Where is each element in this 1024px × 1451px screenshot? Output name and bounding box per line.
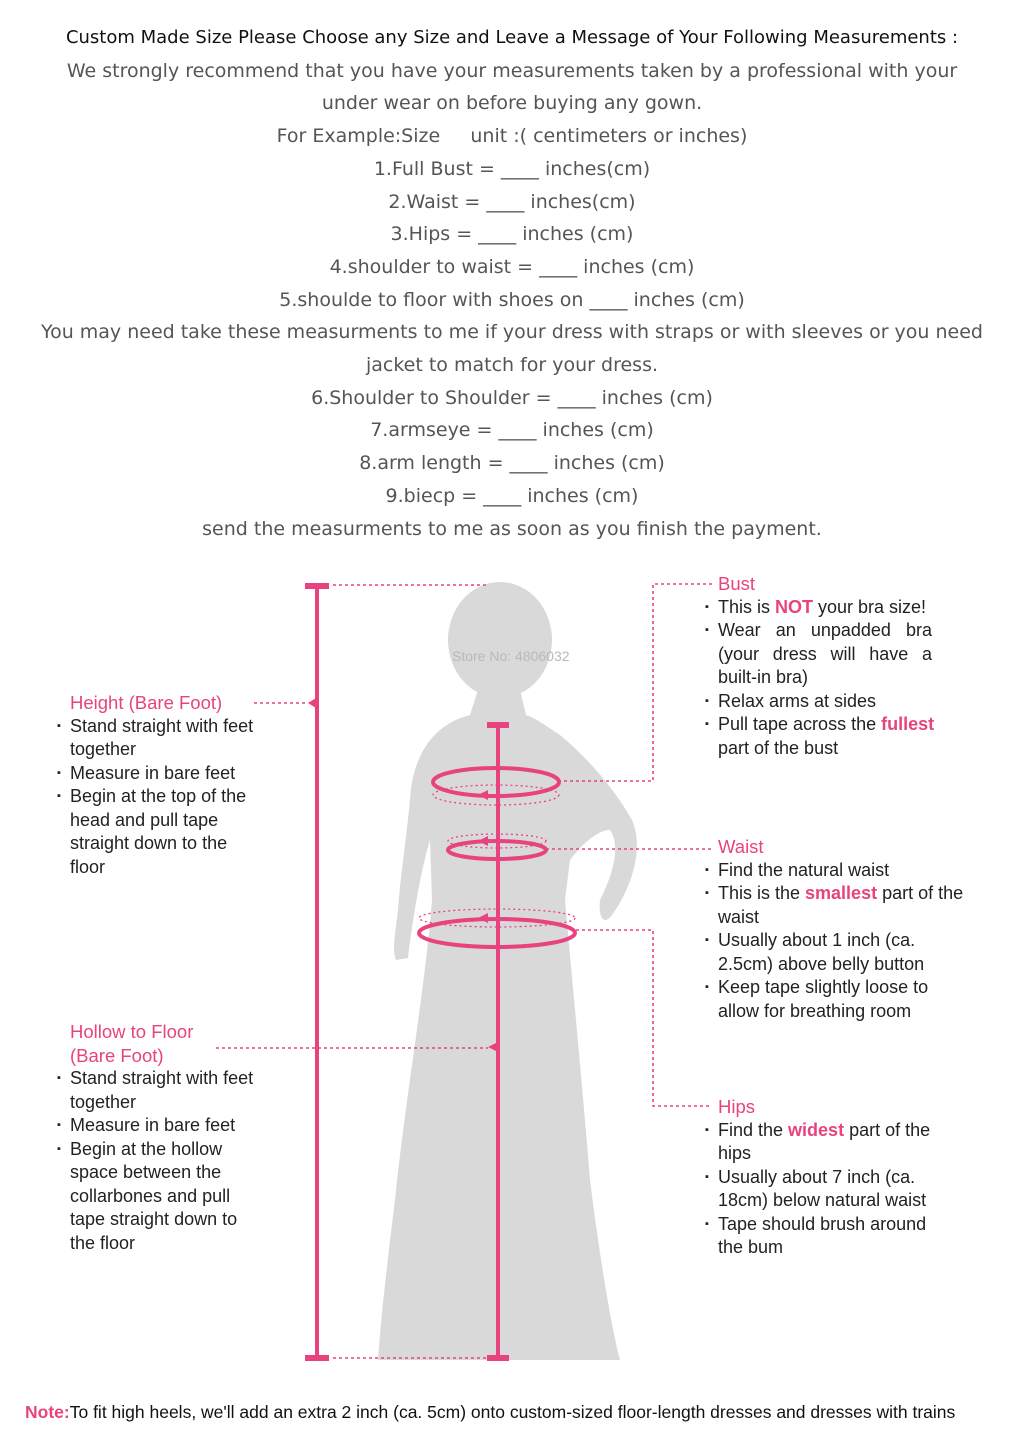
recommend-text: We strongly recommend that you have your measurements taken by a professional with your under wear on before buying any gown.	[66, 59, 958, 115]
store-watermark: Store No: 4806032	[452, 648, 570, 664]
waist-section	[706, 835, 976, 1023]
bust-title: Bust	[718, 573, 756, 594]
list-item: ▪ Stand straight with feet together	[58, 1067, 278, 1114]
measurement-line: 1.Full Bust = ____ inches(cm)	[373, 157, 651, 180]
list-item: ▪ Pull tape across the fullest part of the bust	[706, 713, 946, 760]
list-item: ▪ Relax arms at sides	[706, 690, 946, 714]
measurement-line: 6.Shoulder to Shoulder = ____ inches (cm)	[311, 386, 713, 409]
list-item: ▪ Usually about 1 inch (ca. 2.5cm) above belly button	[706, 929, 933, 976]
page-title: Custom Made Size Please Choose any Size and Leave a Message of Your Following Measurements :	[65, 27, 959, 48]
measurement-line: 3.Hips = ____ inches (cm)	[390, 223, 634, 246]
measurement-line: 4.shoulder to waist = ____ inches (cm)	[329, 255, 695, 278]
example-text: For Example:Size unit :( centimeters or inches)	[276, 125, 748, 148]
list-item: ▪ This is the smallest part of the waist	[706, 882, 976, 929]
list-item: ▪ Stand straight with feet together	[58, 715, 278, 762]
dress-figure	[378, 582, 637, 1360]
footer-note	[25, 1402, 955, 1423]
list-item: ▪ Begin at the hollow space between the collarbones and pull tape straight down to the floor	[58, 1138, 250, 1256]
measurement-line: 2.Waist = ____ inches(cm)	[388, 190, 636, 213]
list-item: ▪ Wear an unpadded bra (your dress will have a built-in bra)	[706, 619, 932, 690]
measurement-line: 8.arm length = ____ inches (cm)	[359, 452, 665, 475]
hollow-subtitle: (Bare Foot)	[70, 1044, 164, 1066]
list-item: ▪ Find the widest part of the hips	[706, 1119, 943, 1166]
hollow-title: Hollow to Floor	[70, 1021, 194, 1042]
height-section	[58, 691, 278, 879]
hips-title: Hips	[718, 1096, 756, 1117]
measurement-line: 5.shoulde to floor with shoes on ____ inches (cm)	[279, 288, 745, 311]
hollow-section	[58, 1020, 278, 1255]
waist-title: Waist	[718, 836, 764, 857]
height-title: Height (Bare Foot)	[70, 692, 223, 713]
list-item: ▪ Measure in bare feet	[58, 1114, 278, 1138]
list-item: ▪ Begin at the top of the head and pull tape straight down to the floor	[58, 785, 250, 879]
measurement-line: 7.armseye = ____ inches (cm)	[370, 419, 654, 442]
hips-section	[706, 1095, 946, 1260]
list-item: ▪ This is NOT your bra size!	[706, 596, 946, 620]
height-tape	[305, 583, 329, 1361]
note-text: To fit high heels, we'll add an extra 2 inch (ca. 5cm) onto custom-sized floor-length dresses and dresses with trains	[69, 1402, 956, 1422]
list-item: ▪ Measure in bare feet	[58, 762, 278, 786]
measurement-line: 9.biecp = ____ inches (cm)	[385, 484, 639, 507]
note-label: Note:	[25, 1402, 70, 1422]
list-item: ▪ Tape should brush around the bum	[706, 1213, 943, 1260]
send-note: send the measurments to me as soon as you finish the payment.	[202, 517, 822, 540]
list-item: ▪ Keep tape slightly loose to allow for breathing room	[706, 976, 943, 1023]
straps-note: You may need take these measurments to me if your dress with straps or with sleeves or you need jacket to match for your dress.	[40, 321, 983, 377]
list-item: ▪ Usually about 7 inch (ca. 18cm) below natural waist	[706, 1166, 943, 1213]
bust-section	[706, 572, 946, 760]
list-item: ▪ Find the natural waist	[706, 859, 976, 883]
